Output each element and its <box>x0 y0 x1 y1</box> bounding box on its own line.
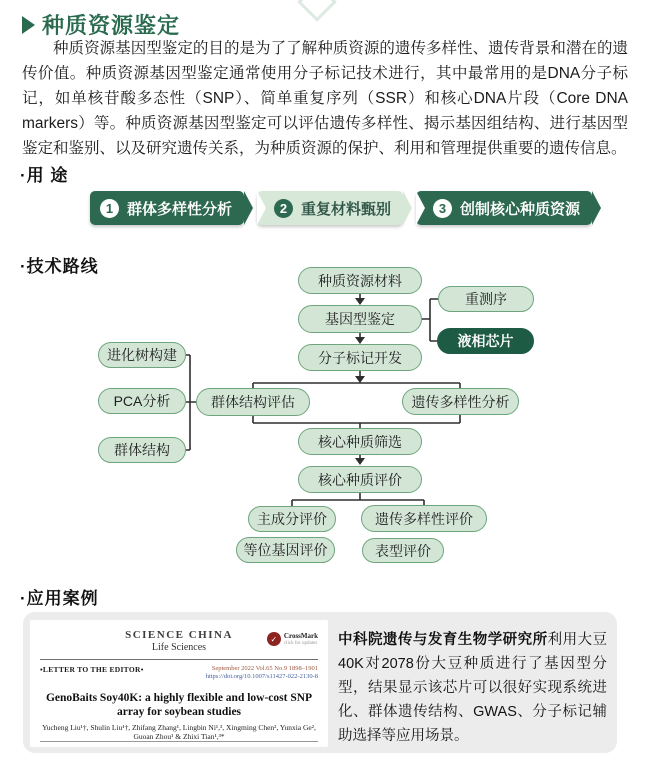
flow-node-resequencing: 重测序 <box>438 286 534 312</box>
case-description-institute: 中科院遗传与发育生物学研究所 <box>338 632 548 648</box>
paper-title: GenoBaits Soy40K: a highly flexible and low-cost SNP array for soybean studies <box>45 691 313 718</box>
flow-node-population-structure: 群体结构 <box>98 437 186 463</box>
flow-node-phenotype-evaluation: 表型评价 <box>362 538 444 563</box>
section-header-route: ·技术路线 <box>20 257 99 276</box>
crossmark-icon: ✓ <box>267 632 281 646</box>
crossmark-label: CrossMark <box>283 631 318 640</box>
application-case-card <box>23 612 617 753</box>
badge-number-circle: 1 <box>100 199 119 218</box>
flow-node-pc-evaluation: 主成分评价 <box>248 506 336 532</box>
title-arrow-icon <box>22 16 35 34</box>
badge-number-circle: 2 <box>274 199 293 218</box>
case-description-body: 利用大豆40K对2078份大豆种质进行了基因型分型，结果显示该芯片可以很好实现系统进化、群体遗传结构、GWAS、分子标记辅助选择等应用场景。 <box>338 632 608 744</box>
badge-label: 重复材料甄别 <box>301 200 392 218</box>
flow-node-core-evaluation: 核心种质评价 <box>298 466 422 493</box>
intro-paragraph: 种质资源基因型鉴定的目的是为了了解种质资源的遗传多样性、遗传背景和潜在的遗传价值。种质资源基因型鉴定通常使用分子标记技术进行，其中最常用的是DNA分子标记，如单核苷酸多态性（SNP）、简单重复序列（SSR）和核心DNA片段（Core DNA markers）等。种质资源基因型鉴定可以评估遗传多样性、揭示基因组结构、进行基因型鉴定和鉴别、以及研究遗传关系，为种质资源的保护、利用和管理提供重要的遗传信息。 <box>22 40 628 157</box>
paper-authors: Yucheng Liu¹†, Shulin Liu¹†, Zhifang Zhang¹, Lingbin Ni¹,³, Xingming Chen², Yunxia Ge², Guoan Zhou¹ & Zhixi Tian¹,³* <box>42 722 316 741</box>
flow-node-diversity-evaluation: 遗传多样性评价 <box>361 505 487 532</box>
flow-node-pca-analysis: PCA分析 <box>98 388 186 414</box>
paper-section-label: •LETTER TO THE EDITOR• <box>40 665 144 674</box>
flow-node-marker-development: 分子标记开发 <box>298 344 422 371</box>
paper-meta-row <box>40 665 318 682</box>
use-badge-population-diversity <box>90 191 244 225</box>
crossmark-logo <box>267 632 318 646</box>
badge-label: 创制核心种质资源 <box>460 200 581 218</box>
section-header-case: ·应用案例 <box>20 589 99 608</box>
use-badge-core-germplasm <box>416 191 592 225</box>
paper-divider <box>40 741 318 742</box>
journal-subtitle: Life Sciences <box>151 642 207 653</box>
paper-header <box>40 629 318 660</box>
flow-node-genotype-identification: 基因型鉴定 <box>298 305 422 333</box>
crossmark-text-block <box>284 633 318 646</box>
paper-doi-link: https://doi.org/10.1007/s11427-022-2130-8 <box>205 673 318 681</box>
flow-node-phylo-tree: 进化树构建 <box>98 342 186 368</box>
flow-node-allele-evaluation: 等位基因评价 <box>236 537 335 563</box>
use-badge-duplicate-screening <box>257 191 403 225</box>
paper-issue-block <box>206 665 318 682</box>
page-title-text: 种质资源鉴定 <box>42 13 181 38</box>
flow-node-liquid-chip: 液相芯片 <box>437 328 534 354</box>
use-badges <box>90 191 592 225</box>
flow-node-germplasm-material: 种质资源材料 <box>298 267 422 294</box>
journal-name: SCIENCE CHINA <box>125 629 233 641</box>
badge-label: 群体多样性分析 <box>127 200 233 218</box>
case-description <box>338 620 607 745</box>
flow-node-structure-assessment: 群体结构评估 <box>196 388 310 416</box>
section-header-uses: ·用 途 <box>20 166 69 185</box>
paper-thumbnail <box>30 620 328 747</box>
paper-issue: September 2022 Vol.65 No.9 1898–1901 <box>211 665 318 672</box>
flow-node-diversity-analysis: 遗传多样性分析 <box>402 388 519 415</box>
badge-number-circle: 3 <box>433 199 452 218</box>
flowchart <box>0 258 650 576</box>
crossmark-sublabel: click for updates <box>283 640 318 646</box>
top-chevron-decoration <box>297 0 337 22</box>
flow-node-core-screening: 核心种质筛选 <box>298 428 422 455</box>
